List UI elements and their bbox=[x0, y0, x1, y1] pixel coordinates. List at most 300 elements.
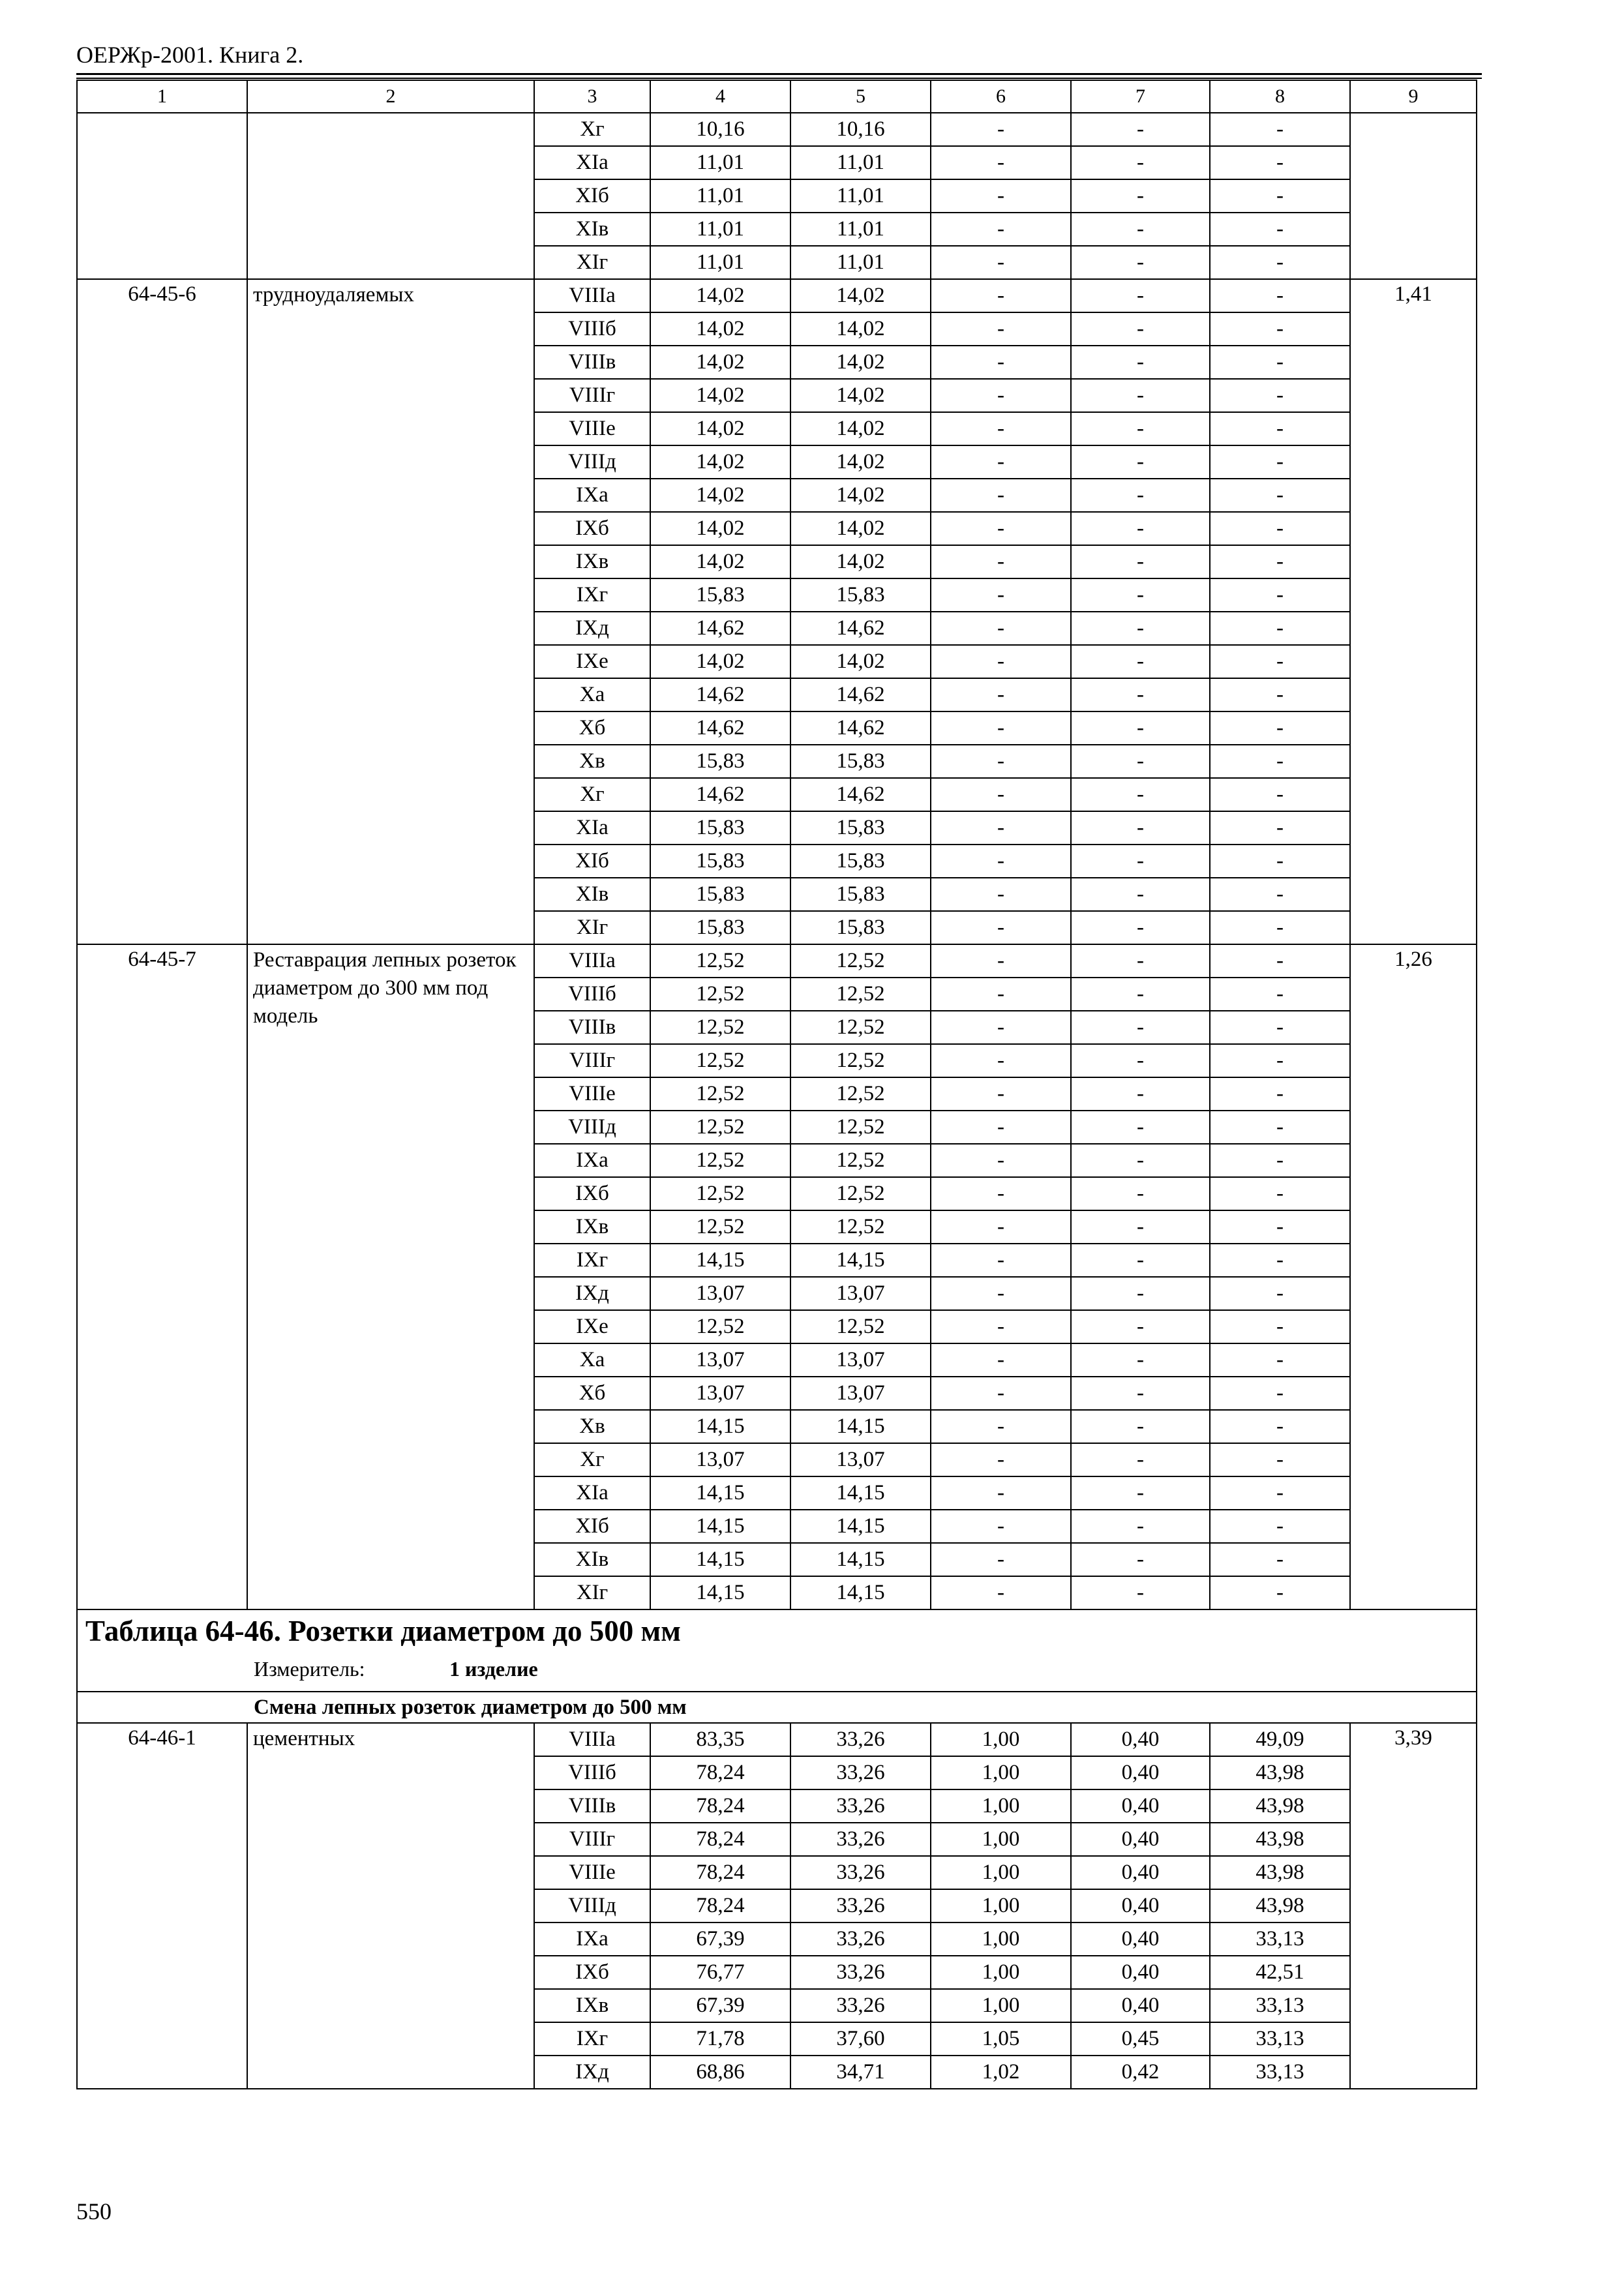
material-cost-cell: - bbox=[1210, 678, 1350, 711]
total-cost-cell: 11,01 bbox=[650, 246, 790, 279]
total-cost-cell: 12,52 bbox=[650, 978, 790, 1011]
material-cost-cell: - bbox=[1210, 346, 1350, 379]
machine-cost-cell: - bbox=[931, 911, 1071, 944]
labor-cost-cell: 33,26 bbox=[790, 1856, 931, 1889]
operator-wage-cell: - bbox=[1071, 1343, 1210, 1377]
zone-cell: Хг bbox=[534, 1443, 650, 1476]
material-cost-cell: 43,98 bbox=[1210, 1856, 1350, 1889]
header-rule bbox=[76, 73, 1482, 75]
machine-cost-cell: - bbox=[931, 1443, 1071, 1476]
operator-wage-cell: 0,40 bbox=[1071, 1856, 1210, 1889]
total-cost-cell: 14,62 bbox=[650, 678, 790, 711]
total-cost-cell: 78,24 bbox=[650, 1856, 790, 1889]
table-row bbox=[77, 279, 1477, 312]
total-cost-cell: 13,07 bbox=[650, 1377, 790, 1410]
total-cost-cell: 12,52 bbox=[650, 1144, 790, 1177]
labor-cost-cell: 33,26 bbox=[790, 1889, 931, 1922]
total-cost-cell: 76,77 bbox=[650, 1956, 790, 1989]
machine-cost-cell: - bbox=[931, 1510, 1071, 1543]
operator-wage-cell: - bbox=[1071, 113, 1210, 146]
total-cost-cell: 14,02 bbox=[650, 512, 790, 545]
total-cost-cell: 78,24 bbox=[650, 1823, 790, 1856]
labor-hours-cell bbox=[1350, 113, 1477, 279]
material-cost-cell: - bbox=[1210, 545, 1350, 578]
zone-cell: VIIIа bbox=[534, 944, 650, 978]
zone-cell: VIIIе bbox=[534, 1077, 650, 1111]
subheading-row bbox=[77, 1692, 1477, 1723]
operator-wage-cell: - bbox=[1071, 1510, 1210, 1543]
material-cost-cell: - bbox=[1210, 1410, 1350, 1443]
operator-wage-cell: 0,40 bbox=[1071, 1989, 1210, 2022]
machine-cost-cell: - bbox=[931, 1377, 1071, 1410]
zone-cell: Хг bbox=[534, 778, 650, 811]
machine-cost-cell: 1,00 bbox=[931, 1823, 1071, 1856]
total-cost-cell: 13,07 bbox=[650, 1343, 790, 1377]
operator-wage-cell: - bbox=[1071, 1044, 1210, 1077]
machine-cost-cell: - bbox=[931, 711, 1071, 745]
total-cost-cell: 12,52 bbox=[650, 1077, 790, 1111]
zone-cell: VIIIг bbox=[534, 1823, 650, 1856]
machine-cost-cell: - bbox=[931, 279, 1071, 312]
machine-cost-cell: - bbox=[931, 745, 1071, 778]
labor-cost-cell: 15,83 bbox=[790, 745, 931, 778]
zone-cell: VIIIб bbox=[534, 978, 650, 1011]
machine-cost-cell: - bbox=[931, 1177, 1071, 1210]
labor-cost-cell: 15,83 bbox=[790, 578, 931, 612]
zone-cell: Хб bbox=[534, 711, 650, 745]
total-cost-cell: 14,15 bbox=[650, 1510, 790, 1543]
operator-wage-cell: - bbox=[1071, 1576, 1210, 1609]
labor-cost-cell: 33,26 bbox=[790, 1723, 931, 1756]
operator-wage-cell: - bbox=[1071, 1310, 1210, 1343]
labor-cost-cell: 33,26 bbox=[790, 1956, 931, 1989]
zone-cell: ХIб bbox=[534, 1510, 650, 1543]
machine-cost-cell: - bbox=[931, 1011, 1071, 1044]
column-number: 3 bbox=[534, 80, 650, 113]
total-cost-cell: 14,62 bbox=[650, 778, 790, 811]
material-cost-cell: - bbox=[1210, 379, 1350, 412]
machine-cost-cell: - bbox=[931, 246, 1071, 279]
operator-wage-cell: - bbox=[1071, 678, 1210, 711]
material-cost-cell: - bbox=[1210, 1443, 1350, 1476]
total-cost-cell: 14,02 bbox=[650, 445, 790, 479]
labor-cost-cell: 11,01 bbox=[790, 246, 931, 279]
operator-wage-cell: 0,40 bbox=[1071, 1922, 1210, 1956]
labor-cost-cell: 14,15 bbox=[790, 1476, 931, 1510]
total-cost-cell: 14,15 bbox=[650, 1244, 790, 1277]
operator-wage-cell: - bbox=[1071, 445, 1210, 479]
machine-cost-cell: - bbox=[931, 312, 1071, 346]
operator-wage-cell: - bbox=[1071, 412, 1210, 445]
machine-cost-cell: - bbox=[931, 1111, 1071, 1144]
machine-cost-cell: - bbox=[931, 1044, 1071, 1077]
zone-cell: Ха bbox=[534, 678, 650, 711]
labor-cost-cell: 14,02 bbox=[790, 512, 931, 545]
total-cost-cell: 71,78 bbox=[650, 2022, 790, 2056]
material-cost-cell: - bbox=[1210, 1144, 1350, 1177]
labor-cost-cell: 14,02 bbox=[790, 412, 931, 445]
zone-cell: Хв bbox=[534, 1410, 650, 1443]
labor-cost-cell: 10,16 bbox=[790, 113, 931, 146]
total-cost-cell: 14,02 bbox=[650, 645, 790, 678]
operator-wage-cell: - bbox=[1071, 1476, 1210, 1510]
operator-wage-cell: - bbox=[1071, 1410, 1210, 1443]
material-cost-cell: - bbox=[1210, 645, 1350, 678]
zone-cell: IХб bbox=[534, 1177, 650, 1210]
zone-cell: VIIIв bbox=[534, 346, 650, 379]
labor-cost-cell: 12,52 bbox=[790, 1210, 931, 1244]
machine-cost-cell: - bbox=[931, 479, 1071, 512]
material-cost-cell: - bbox=[1210, 745, 1350, 778]
material-cost-cell: - bbox=[1210, 213, 1350, 246]
material-cost-cell: - bbox=[1210, 146, 1350, 179]
total-cost-cell: 12,52 bbox=[650, 1044, 790, 1077]
labor-cost-cell: 33,26 bbox=[790, 1922, 931, 1956]
material-cost-cell: - bbox=[1210, 1044, 1350, 1077]
material-cost-cell: - bbox=[1210, 1343, 1350, 1377]
material-cost-cell: - bbox=[1210, 1543, 1350, 1576]
operator-wage-cell: - bbox=[1071, 944, 1210, 978]
total-cost-cell: 15,83 bbox=[650, 845, 790, 878]
material-cost-cell: 33,13 bbox=[1210, 1989, 1350, 2022]
section-heading-cell bbox=[77, 1609, 1477, 1658]
labor-cost-cell: 11,01 bbox=[790, 213, 931, 246]
zone-cell: IХа bbox=[534, 479, 650, 512]
material-cost-cell: 33,13 bbox=[1210, 2056, 1350, 2089]
zone-cell: ХIа bbox=[534, 811, 650, 845]
zone-cell: IХе bbox=[534, 645, 650, 678]
machine-cost-cell: - bbox=[931, 978, 1071, 1011]
labor-cost-cell: 14,02 bbox=[790, 445, 931, 479]
material-cost-cell: - bbox=[1210, 811, 1350, 845]
operator-wage-cell: - bbox=[1071, 1011, 1210, 1044]
column-number: 2 bbox=[247, 80, 534, 113]
labor-cost-cell: 13,07 bbox=[790, 1377, 931, 1410]
total-cost-cell: 78,24 bbox=[650, 1756, 790, 1789]
machine-cost-cell: - bbox=[931, 146, 1071, 179]
machine-cost-cell: 1,05 bbox=[931, 2022, 1071, 2056]
operator-wage-cell: - bbox=[1071, 379, 1210, 412]
labor-cost-cell: 14,02 bbox=[790, 645, 931, 678]
operator-wage-cell: - bbox=[1071, 312, 1210, 346]
labor-cost-cell: 13,07 bbox=[790, 1277, 931, 1310]
material-cost-cell: 49,09 bbox=[1210, 1723, 1350, 1756]
operator-wage-cell: - bbox=[1071, 279, 1210, 312]
zone-cell: ХIв bbox=[534, 213, 650, 246]
machine-cost-cell: 1,00 bbox=[931, 1723, 1071, 1756]
table-row bbox=[77, 113, 1477, 146]
section-title: Таблица 64-46. Розетки диаметром до 500 мм bbox=[85, 1615, 681, 1647]
operator-wage-cell: - bbox=[1071, 845, 1210, 878]
column-number: 4 bbox=[650, 80, 790, 113]
machine-cost-cell: 1,02 bbox=[931, 2056, 1071, 2089]
measure-row bbox=[77, 1658, 1477, 1692]
zone-cell: VIIIв bbox=[534, 1011, 650, 1044]
measure-label: Измеритель: bbox=[254, 1658, 365, 1681]
labor-cost-cell: 33,26 bbox=[790, 1823, 931, 1856]
total-cost-cell: 11,01 bbox=[650, 213, 790, 246]
zone-cell: ХIв bbox=[534, 878, 650, 911]
operator-wage-cell: - bbox=[1071, 811, 1210, 845]
total-cost-cell: 14,15 bbox=[650, 1543, 790, 1576]
price-table bbox=[76, 80, 1477, 2089]
total-cost-cell: 14,02 bbox=[650, 312, 790, 346]
material-cost-cell: 43,98 bbox=[1210, 1756, 1350, 1789]
page-number: 550 bbox=[76, 2198, 112, 2224]
labor-cost-cell: 12,52 bbox=[790, 1077, 931, 1111]
operator-wage-cell: - bbox=[1071, 179, 1210, 213]
machine-cost-cell: - bbox=[931, 412, 1071, 445]
operator-wage-cell: - bbox=[1071, 1177, 1210, 1210]
machine-cost-cell: - bbox=[931, 1144, 1071, 1177]
machine-cost-cell: - bbox=[931, 213, 1071, 246]
operator-wage-cell: 0,40 bbox=[1071, 1956, 1210, 1989]
total-cost-cell: 14,62 bbox=[650, 711, 790, 745]
machine-cost-cell: - bbox=[931, 845, 1071, 878]
measure-cell bbox=[77, 1658, 1477, 1692]
operator-wage-cell: - bbox=[1071, 745, 1210, 778]
column-number: 8 bbox=[1210, 80, 1350, 113]
operator-wage-cell: 0,45 bbox=[1071, 2022, 1210, 2056]
zone-cell: VIIIе bbox=[534, 412, 650, 445]
zone-cell: VIIIг bbox=[534, 379, 650, 412]
total-cost-cell: 15,83 bbox=[650, 811, 790, 845]
material-cost-cell: - bbox=[1210, 312, 1350, 346]
machine-cost-cell: - bbox=[931, 445, 1071, 479]
material-cost-cell: - bbox=[1210, 1210, 1350, 1244]
total-cost-cell: 15,83 bbox=[650, 745, 790, 778]
item-name: цементных bbox=[247, 1723, 534, 2089]
table-body bbox=[77, 80, 1477, 2089]
operator-wage-cell: - bbox=[1071, 479, 1210, 512]
zone-cell: VIIIд bbox=[534, 1889, 650, 1922]
machine-cost-cell: - bbox=[931, 179, 1071, 213]
material-cost-cell: 33,13 bbox=[1210, 1922, 1350, 1956]
machine-cost-cell: - bbox=[931, 1343, 1071, 1377]
machine-cost-cell: - bbox=[931, 944, 1071, 978]
labor-hours-cell: 3,39 bbox=[1350, 1723, 1477, 2089]
section-heading-row bbox=[77, 1609, 1477, 1658]
total-cost-cell: 14,02 bbox=[650, 545, 790, 578]
labor-cost-cell: 15,83 bbox=[790, 878, 931, 911]
machine-cost-cell: - bbox=[931, 512, 1071, 545]
machine-cost-cell: 1,00 bbox=[931, 1789, 1071, 1823]
zone-cell: Хв bbox=[534, 745, 650, 778]
zone-cell: VIIIд bbox=[534, 1111, 650, 1144]
zone-cell: IХг bbox=[534, 2022, 650, 2056]
machine-cost-cell: - bbox=[931, 578, 1071, 612]
zone-cell: IХе bbox=[534, 1310, 650, 1343]
material-cost-cell: - bbox=[1210, 1476, 1350, 1510]
total-cost-cell: 14,15 bbox=[650, 1576, 790, 1609]
item-code: 64-45-7 bbox=[77, 944, 247, 1609]
labor-cost-cell: 33,26 bbox=[790, 1756, 931, 1789]
header-rule-thin bbox=[76, 78, 1482, 79]
labor-cost-cell: 14,15 bbox=[790, 1510, 931, 1543]
labor-cost-cell: 33,26 bbox=[790, 1789, 931, 1823]
material-cost-cell: - bbox=[1210, 1011, 1350, 1044]
zone-cell: IХд bbox=[534, 612, 650, 645]
operator-wage-cell: - bbox=[1071, 146, 1210, 179]
material-cost-cell: - bbox=[1210, 1177, 1350, 1210]
machine-cost-cell: - bbox=[931, 379, 1071, 412]
table-row bbox=[77, 1723, 1477, 1756]
material-cost-cell: - bbox=[1210, 978, 1350, 1011]
total-cost-cell: 14,02 bbox=[650, 379, 790, 412]
zone-cell: ХIг bbox=[534, 246, 650, 279]
labor-cost-cell: 33,26 bbox=[790, 1989, 931, 2022]
machine-cost-cell: - bbox=[931, 1077, 1071, 1111]
total-cost-cell: 11,01 bbox=[650, 146, 790, 179]
total-cost-cell: 14,02 bbox=[650, 479, 790, 512]
machine-cost-cell: - bbox=[931, 1210, 1071, 1244]
operator-wage-cell: 0,40 bbox=[1071, 1823, 1210, 1856]
operator-wage-cell: - bbox=[1071, 645, 1210, 678]
item-name: Реставрация лепных розеток диаметром до 300 мм под модель bbox=[247, 944, 534, 1609]
labor-cost-cell: 15,83 bbox=[790, 811, 931, 845]
material-cost-cell: - bbox=[1210, 711, 1350, 745]
labor-cost-cell: 14,62 bbox=[790, 678, 931, 711]
labor-cost-cell: 12,52 bbox=[790, 1111, 931, 1144]
zone-cell: ХIг bbox=[534, 1576, 650, 1609]
operator-wage-cell: - bbox=[1071, 878, 1210, 911]
item-code bbox=[77, 113, 247, 279]
material-cost-cell: - bbox=[1210, 512, 1350, 545]
operator-wage-cell: - bbox=[1071, 612, 1210, 645]
labor-cost-cell: 13,07 bbox=[790, 1443, 931, 1476]
operator-wage-cell: - bbox=[1071, 545, 1210, 578]
total-cost-cell: 12,52 bbox=[650, 1177, 790, 1210]
material-cost-cell: - bbox=[1210, 612, 1350, 645]
operator-wage-cell: - bbox=[1071, 1443, 1210, 1476]
material-cost-cell: - bbox=[1210, 878, 1350, 911]
zone-cell: VIIIе bbox=[534, 1856, 650, 1889]
machine-cost-cell: - bbox=[931, 113, 1071, 146]
machine-cost-cell: - bbox=[931, 346, 1071, 379]
operator-wage-cell: - bbox=[1071, 1377, 1210, 1410]
total-cost-cell: 14,15 bbox=[650, 1476, 790, 1510]
labor-hours-cell: 1,26 bbox=[1350, 944, 1477, 1609]
item-name bbox=[247, 113, 534, 279]
total-cost-cell: 12,52 bbox=[650, 1310, 790, 1343]
machine-cost-cell: 1,00 bbox=[931, 1756, 1071, 1789]
zone-cell: IХа bbox=[534, 1144, 650, 1177]
operator-wage-cell: - bbox=[1071, 1277, 1210, 1310]
labor-cost-cell: 37,60 bbox=[790, 2022, 931, 2056]
operator-wage-cell: 0,40 bbox=[1071, 1723, 1210, 1756]
labor-cost-cell: 12,52 bbox=[790, 1011, 931, 1044]
operator-wage-cell: - bbox=[1071, 512, 1210, 545]
total-cost-cell: 13,07 bbox=[650, 1277, 790, 1310]
machine-cost-cell: - bbox=[931, 1543, 1071, 1576]
zone-cell: ХIв bbox=[534, 1543, 650, 1576]
material-cost-cell: - bbox=[1210, 479, 1350, 512]
column-number: 9 bbox=[1350, 80, 1477, 113]
material-cost-cell: - bbox=[1210, 412, 1350, 445]
total-cost-cell: 14,15 bbox=[650, 1410, 790, 1443]
operator-wage-cell: - bbox=[1071, 1144, 1210, 1177]
material-cost-cell: - bbox=[1210, 1277, 1350, 1310]
column-number: 7 bbox=[1071, 80, 1210, 113]
total-cost-cell: 14,02 bbox=[650, 346, 790, 379]
machine-cost-cell: - bbox=[931, 1277, 1071, 1310]
zone-cell: VIIIб bbox=[534, 1756, 650, 1789]
zone-cell: VIIIг bbox=[534, 1044, 650, 1077]
item-code: 64-45-6 bbox=[77, 279, 247, 944]
zone-cell: ХIа bbox=[534, 146, 650, 179]
labor-cost-cell: 14,15 bbox=[790, 1410, 931, 1443]
material-cost-cell: - bbox=[1210, 279, 1350, 312]
total-cost-cell: 12,52 bbox=[650, 1111, 790, 1144]
labor-cost-cell: 34,71 bbox=[790, 2056, 931, 2089]
material-cost-cell: - bbox=[1210, 1244, 1350, 1277]
total-cost-cell: 12,52 bbox=[650, 1011, 790, 1044]
operator-wage-cell: - bbox=[1071, 346, 1210, 379]
total-cost-cell: 13,07 bbox=[650, 1443, 790, 1476]
total-cost-cell: 15,83 bbox=[650, 578, 790, 612]
total-cost-cell: 14,02 bbox=[650, 412, 790, 445]
operator-wage-cell: - bbox=[1071, 911, 1210, 944]
material-cost-cell: 43,98 bbox=[1210, 1789, 1350, 1823]
operator-wage-cell: - bbox=[1071, 778, 1210, 811]
column-number: 1 bbox=[77, 80, 247, 113]
machine-cost-cell: - bbox=[931, 1576, 1071, 1609]
material-cost-cell: - bbox=[1210, 445, 1350, 479]
labor-cost-cell: 12,52 bbox=[790, 1144, 931, 1177]
machine-cost-cell: - bbox=[931, 1244, 1071, 1277]
machine-cost-cell: 1,00 bbox=[931, 1989, 1071, 2022]
machine-cost-cell: - bbox=[931, 612, 1071, 645]
total-cost-cell: 67,39 bbox=[650, 1989, 790, 2022]
total-cost-cell: 15,83 bbox=[650, 878, 790, 911]
zone-cell: IХв bbox=[534, 1989, 650, 2022]
machine-cost-cell: 1,00 bbox=[931, 1922, 1071, 1956]
zone-cell: IХв bbox=[534, 545, 650, 578]
operator-wage-cell: - bbox=[1071, 1111, 1210, 1144]
column-number-row bbox=[77, 80, 1477, 113]
total-cost-cell: 68,86 bbox=[650, 2056, 790, 2089]
material-cost-cell: 43,98 bbox=[1210, 1889, 1350, 1922]
zone-cell: Хб bbox=[534, 1377, 650, 1410]
machine-cost-cell: - bbox=[931, 811, 1071, 845]
total-cost-cell: 10,16 bbox=[650, 113, 790, 146]
labor-cost-cell: 15,83 bbox=[790, 911, 931, 944]
zone-cell: IХг bbox=[534, 578, 650, 612]
labor-cost-cell: 14,02 bbox=[790, 545, 931, 578]
zone-cell: IХд bbox=[534, 1277, 650, 1310]
machine-cost-cell: 1,00 bbox=[931, 1956, 1071, 1989]
labor-cost-cell: 14,02 bbox=[790, 279, 931, 312]
labor-cost-cell: 14,02 bbox=[790, 346, 931, 379]
material-cost-cell: - bbox=[1210, 845, 1350, 878]
total-cost-cell: 78,24 bbox=[650, 1789, 790, 1823]
labor-cost-cell: 12,52 bbox=[790, 1044, 931, 1077]
material-cost-cell: - bbox=[1210, 1111, 1350, 1144]
material-cost-cell: - bbox=[1210, 1576, 1350, 1609]
total-cost-cell: 12,52 bbox=[650, 1210, 790, 1244]
machine-cost-cell: - bbox=[931, 545, 1071, 578]
operator-wage-cell: - bbox=[1071, 711, 1210, 745]
total-cost-cell: 78,24 bbox=[650, 1889, 790, 1922]
material-cost-cell: 43,98 bbox=[1210, 1823, 1350, 1856]
machine-cost-cell: - bbox=[931, 645, 1071, 678]
operator-wage-cell: 0,42 bbox=[1071, 2056, 1210, 2089]
column-number: 6 bbox=[931, 80, 1071, 113]
column-number: 5 bbox=[790, 80, 931, 113]
material-cost-cell: - bbox=[1210, 179, 1350, 213]
item-name: трудноудаляемых bbox=[247, 279, 534, 944]
total-cost-cell: 12,52 bbox=[650, 944, 790, 978]
